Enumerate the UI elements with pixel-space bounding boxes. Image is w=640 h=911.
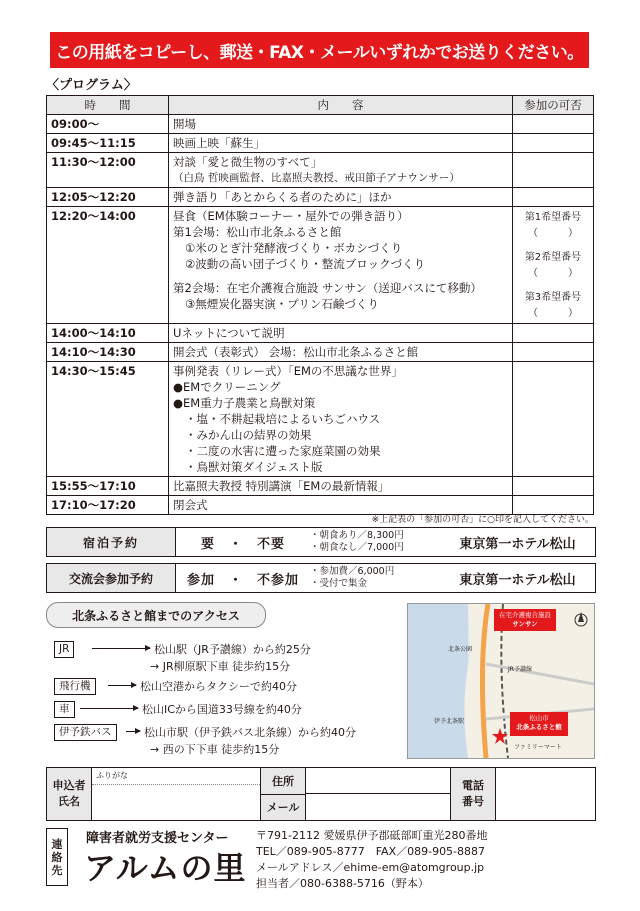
content-line: 昼食（EM体験コーナー・屋外での弾き語り） [173, 209, 409, 223]
time-cell: 14:30〜15:45 [47, 362, 169, 477]
arrow-icon [126, 731, 140, 732]
route-jr: 松山駅（JR予讃線）から約25分 [92, 641, 311, 657]
attend-cell[interactable] [513, 477, 594, 496]
attend-cell[interactable] [513, 324, 594, 343]
address-mail-label: 住所 メール [261, 768, 306, 820]
attend-cell[interactable] [513, 134, 594, 153]
content-line: ・みかん山の結界の効果 [185, 428, 312, 442]
table-row [47, 134, 594, 153]
lodging-label: 宿泊予約 [47, 528, 176, 556]
org-name: アルムの里 [84, 849, 247, 887]
content-cell: Uネットについて説明 [169, 324, 513, 343]
content-cell [169, 207, 513, 324]
content-cell: 閉会式 [169, 496, 513, 515]
party-hotel: 東京第一ホテル松山 [459, 572, 576, 588]
time-cell: 12:20〜14:00 [47, 207, 169, 324]
choice-label: 第1希望番号 [524, 212, 582, 223]
header-time: 時 間 [47, 96, 169, 115]
choice-cell[interactable] [513, 207, 594, 324]
contact-person: 担当者／080-6388-5716（野本） [256, 877, 429, 890]
content-line: ●EM重力子農業と鳥獣対策 [173, 396, 316, 410]
contact-email[interactable]: メールアドレス／ehime-em@atomgroup.jp [256, 861, 485, 874]
content-cell [169, 362, 513, 477]
instruction-banner: この用紙をコピーし、郵送・FAX・メールいずれかでお送りください。 [50, 32, 589, 68]
org-subtitle: 障害者就労支援センター [86, 831, 229, 846]
route-tag-car: 車 [54, 701, 75, 718]
map-label-park: 北条公園 [448, 646, 473, 653]
route-tag-plane: 飛行機 [54, 678, 96, 695]
program-table [46, 95, 594, 515]
party-price-1: ・参加費／6,000円 [310, 566, 395, 577]
lodging-reservation [46, 527, 596, 557]
party-reservation [46, 563, 596, 593]
content-line: 第2会場：在宅介護複合施設 サンサン（送迎バスにて移動） [173, 281, 482, 295]
time-cell: 09:45〜11:15 [47, 134, 169, 153]
content-line: ・塩・不耕起栽培によるいちごハウス [185, 412, 381, 426]
choice-label: 第3希望番号 [524, 292, 582, 303]
header-attend: 参加の可否 [513, 96, 594, 115]
phone-field[interactable] [496, 768, 594, 820]
content-line: ・鳥獣対策ダイジェスト版 [185, 460, 323, 474]
time-cell: 09:00〜 [47, 115, 169, 134]
choice-label: 第2希望番号 [524, 252, 582, 263]
content-cell [169, 153, 513, 188]
content-line: （白鳥 哲映画監督、比嘉照夫教授、戒田節子アナウンサー） [173, 172, 460, 184]
address-mail-field[interactable] [306, 768, 451, 820]
map-label-mart: ファミリーマート [514, 744, 562, 751]
route-tag-bus: 伊予鉄バス [54, 724, 117, 741]
table-row [47, 188, 594, 207]
table-row [47, 324, 594, 343]
map-label-furusato: 松山市 北条ふるさと館 [516, 714, 562, 731]
applicant-label: 申込者 氏名 [47, 768, 92, 820]
lodging-options[interactable]: 要 ・ 不要 [200, 536, 285, 552]
attend-cell[interactable] [513, 115, 594, 134]
time-cell: 12:05〜12:20 [47, 188, 169, 207]
program-title: 〈プログラム〉 [46, 78, 137, 93]
contact-telfax: TEL／089-905-8777 FAX／089-905-8887 [256, 845, 486, 858]
access-title: 北条ふるさと館までのアクセス [46, 602, 266, 628]
phone-label: 電話 番号 [451, 768, 496, 820]
arrow-icon [108, 685, 136, 686]
route-tag-jr: JR [54, 641, 74, 658]
table-row [47, 362, 594, 477]
content-line: ③無煙炭化器実演・プリン石鹸づくり [185, 297, 379, 311]
attend-cell[interactable] [513, 188, 594, 207]
program-note: ※上記表の「参加の可否」に○印を記入してください。 [371, 515, 594, 525]
attend-cell[interactable] [513, 153, 594, 188]
content-cell: 比嘉照夫教授 特別講演「EMの最新情報」 [169, 477, 513, 496]
time-cell: 11:30〜12:00 [47, 153, 169, 188]
content-line: ●EMでクリーニング [173, 380, 281, 394]
map-label-sansan: 在宅介護複合施設 サンサン [499, 611, 551, 628]
party-price-2: ・受付で集金 [310, 578, 368, 589]
content-line: 第1会場：松山市北条ふるさと館 [173, 225, 342, 239]
content-line: 事例発表（リレー式）「EMの不思議な世界」 [173, 364, 403, 378]
party-label: 交流会参加予約 [47, 564, 176, 592]
application-form [46, 767, 596, 821]
time-cell: 15:55〜17:10 [47, 477, 169, 496]
route-plane: 松山空港からタクシーで約40分 [108, 678, 297, 694]
arrow-icon [92, 648, 150, 649]
table-row [47, 343, 594, 362]
contact-tag: 連 絡 先 [46, 828, 68, 886]
content-line: ①米のとぎ汁発酵液づくり・ボカシづくり [185, 241, 403, 255]
attend-cell[interactable] [513, 362, 594, 477]
applicant-name-field[interactable] [92, 768, 261, 820]
choice-input[interactable]: （ ） [528, 268, 578, 279]
map-label-station: 伊予北条駅 [434, 718, 465, 725]
route-bus-line2: → 西の下下車 徒歩約15分 [150, 743, 280, 756]
lodging-hotel: 東京第一ホテル松山 [459, 536, 576, 552]
table-header-row [47, 96, 594, 115]
table-row [47, 115, 594, 134]
time-cell: 14:00〜14:10 [47, 324, 169, 343]
route-car: 松山ICから国道33号線を約40分 [80, 701, 302, 717]
choice-input[interactable]: （ ） [528, 308, 578, 319]
time-cell: 17:10〜17:20 [47, 496, 169, 515]
table-row [47, 207, 594, 324]
arrow-icon [80, 708, 138, 709]
table-row [47, 477, 594, 496]
contact-address: 〒791-2112 愛媛県伊予郡砥部町重光280番地 [256, 829, 488, 842]
content-cell: 開会式（表彰式） 会場：松山市北条ふるさと館 [169, 343, 513, 362]
lodging-price-2: ・朝食なし／7,000円 [310, 542, 404, 553]
content-cell: 開場 [169, 115, 513, 134]
content-line: 対談「愛と微生物のすべて」 [173, 155, 323, 169]
time-cell: 14:10〜14:30 [47, 343, 169, 362]
furigana-label: ふりがな [92, 768, 260, 785]
content-cell: 弾き語り「あとからくる者のために」ほか [169, 188, 513, 207]
content-cell: 映画上映「蘇生」 [169, 134, 513, 153]
content-line: ・二度の水害に遭った家庭菜園の効果 [185, 444, 381, 458]
party-options[interactable]: 参加 ・ 不参加 [186, 572, 299, 588]
choice-input[interactable]: （ ） [528, 228, 578, 239]
route-jr-line2: → JR柳原駅下車 徒歩約15分 [150, 660, 291, 673]
map-label-jr: JR予讃線 [508, 666, 532, 673]
lodging-price-1: ・朝食あり／8,300円 [310, 530, 404, 541]
attend-cell[interactable] [513, 343, 594, 362]
content-line: ②波動の高い団子づくり・整流ブロックづくり [185, 257, 426, 271]
route-bus: 松山市駅（伊予鉄バス北条線）から約40分 [126, 724, 356, 740]
header-content: 内 容 [169, 96, 513, 115]
access-map [407, 603, 595, 759]
table-row [47, 153, 594, 188]
